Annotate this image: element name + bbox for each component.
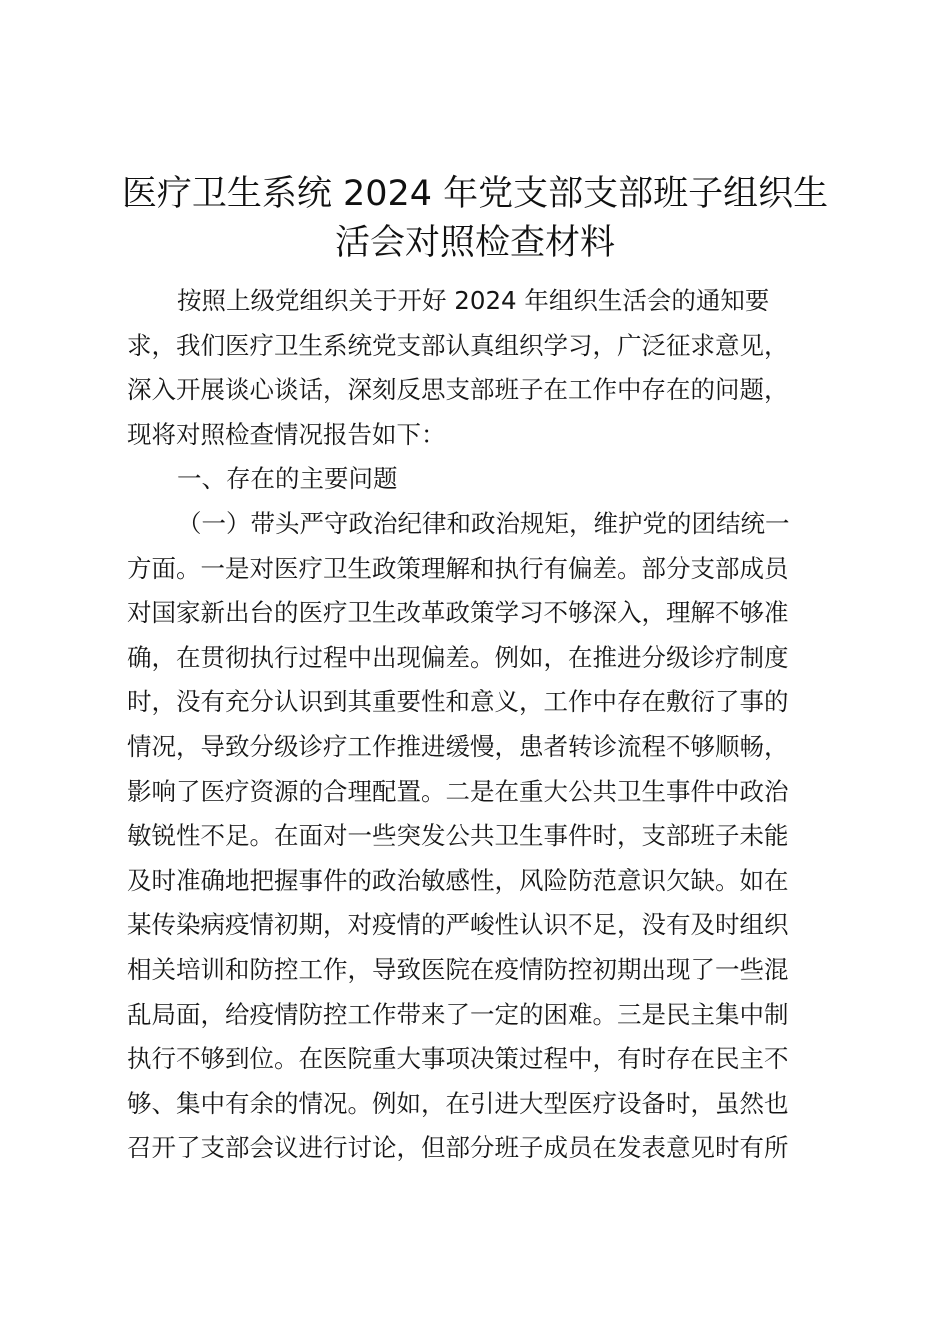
paragraph-line: 时，没有充分认识到其重要性和意义，工作中存在敷衍了事的: [127, 687, 789, 717]
section-heading: 一、存在的主要问题: [177, 464, 398, 494]
paragraph-line: 影响了医疗资源的合理配置。二是在重大公共卫生事件中政治: [127, 776, 789, 806]
title-line-1: 医疗卫生系统 2024 年党支部支部班子组织生: [121, 174, 829, 214]
paragraph-intro-line: 按照上级党组织关于开好 2024 年组织生活会的通知要: [177, 286, 770, 315]
paragraph-line: 召开了支部会议进行讨论，但部分班子成员在发表意见时有所: [127, 1133, 789, 1163]
paragraph-intro-line: 现将对照检查情况报告如下：: [127, 419, 446, 449]
document-body: [127, 279, 827, 1171]
paragraph-line: 某传染病疫情初期，对疫情的严峻性认识不足，没有及时组织: [127, 910, 789, 940]
paragraph-line: 乱局面，给疫情防控工作带来了一定的困难。三是民主集中制: [127, 999, 789, 1029]
paragraph-line: 敏锐性不足。在面对一些突发公共卫生事件时，支部班子未能: [127, 821, 789, 851]
title-line-2: 活会对照检查材料: [334, 223, 615, 263]
paragraph-line: 对国家新出台的医疗卫生改革政策学习不够深入，理解不够准: [127, 598, 789, 628]
paragraph-intro-line: 深入开展谈心谈话，深刻反思支部班子在工作中存在的问题，: [127, 375, 789, 405]
paragraph-line: 方面。一是对医疗卫生政策理解和执行有偏差。部分支部成员: [127, 553, 789, 583]
paragraph-line: 执行不够到位。在医院重大事项决策过程中，有时存在民主不: [127, 1044, 789, 1074]
document-title: [110, 170, 840, 268]
paragraph-line: （一）带头严守政治纪律和政治规矩，维护党的团结统一: [177, 508, 790, 538]
paragraph-line: 相关培训和防控工作，导致医院在疫情防控初期出现了一些混: [127, 954, 789, 984]
paragraph-line: 确，在贯彻执行过程中出现偏差。例如，在推进分级诊疗制度: [127, 642, 789, 672]
paragraph-intro-line: 求，我们医疗卫生系统党支部认真组织学习，广泛征求意见，: [127, 330, 789, 360]
paragraph-line: 情况，导致分级诊疗工作推进缓慢，患者转诊流程不够顺畅，: [127, 731, 789, 761]
paragraph-line: 及时准确地把握事件的政治敏感性，风险防范意识欠缺。如在: [127, 865, 789, 895]
paragraph-line: 够、集中有余的情况。例如，在引进大型医疗设备时，虽然也: [127, 1088, 789, 1118]
